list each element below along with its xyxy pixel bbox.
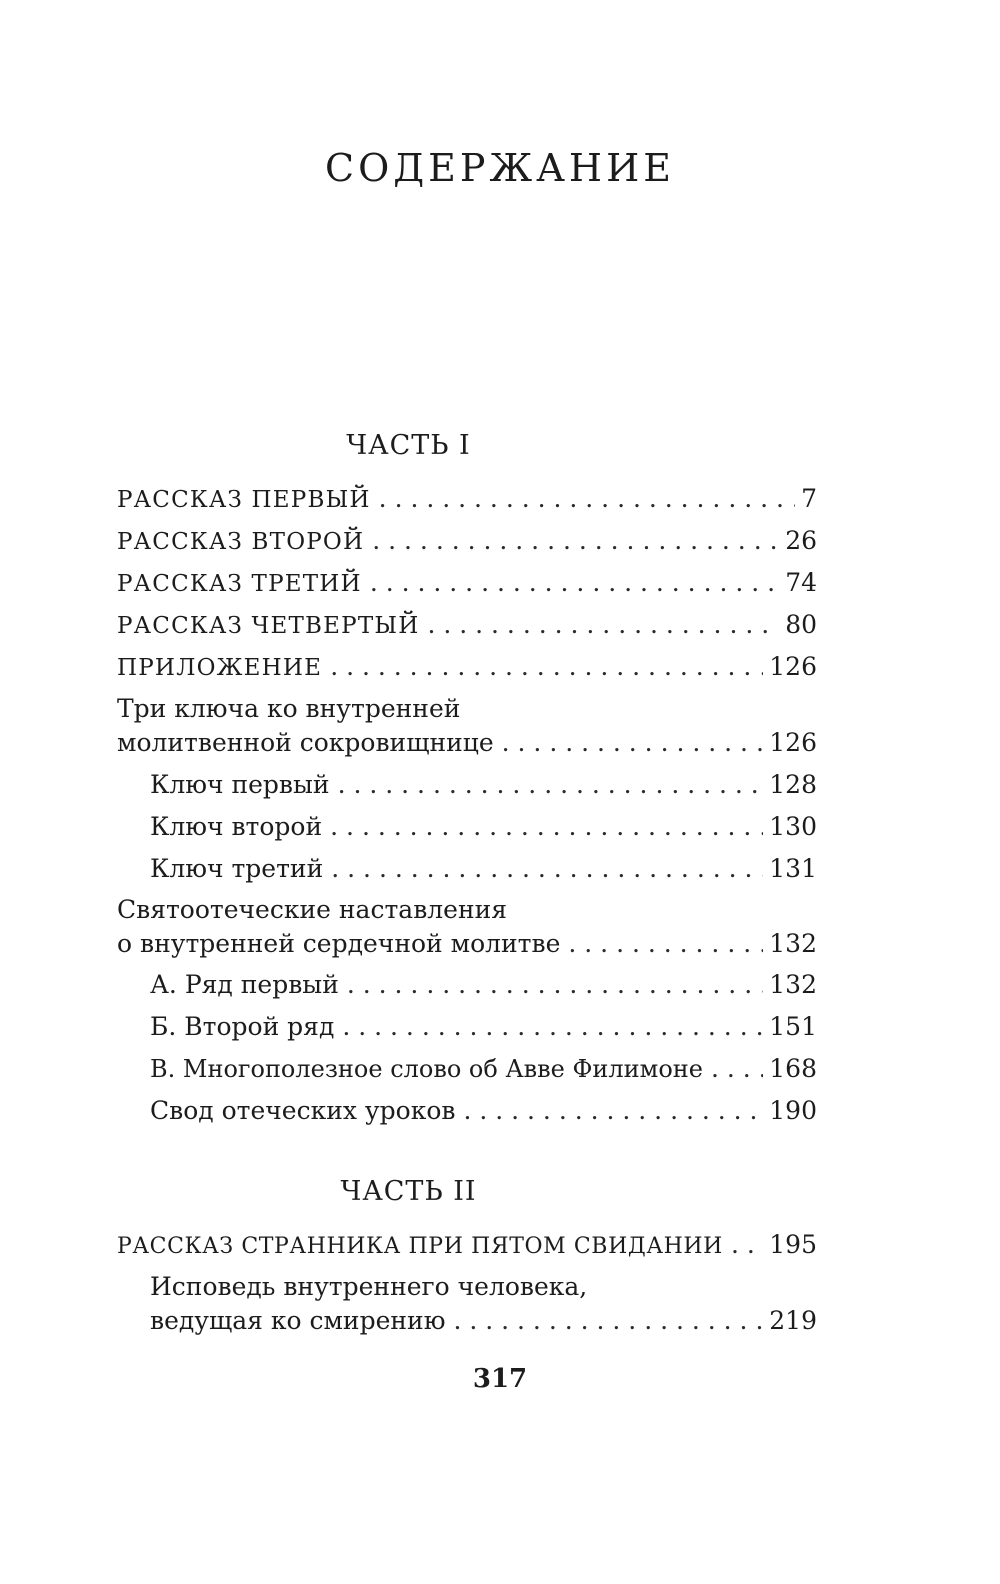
dot-leader <box>347 968 763 1002</box>
toc-entry[interactable] <box>150 1270 817 1338</box>
toc-entry-page: 74 <box>785 568 817 597</box>
toc-entry[interactable] <box>150 1010 817 1044</box>
dot-leader <box>379 482 795 516</box>
toc-entry-page: 128 <box>769 770 817 799</box>
toc-entry-title: ПРИЛОЖЕНИЕ <box>117 655 323 681</box>
dot-leader <box>463 1094 763 1128</box>
dot-leader <box>370 566 779 600</box>
toc-entry-title: А. Ряд первый <box>150 970 339 999</box>
toc-entry[interactable] <box>150 768 817 802</box>
dot-leader <box>342 1010 763 1044</box>
dot-leader <box>427 608 779 642</box>
toc-entry-title: В. Многополезное слово об Авве Филимоне <box>150 1055 703 1083</box>
toc-entry-page: 126 <box>769 652 817 681</box>
part-heading-2: ЧАСТЬ II <box>340 1176 477 1207</box>
toc-entry-title: Свод отеческих уроков <box>150 1096 456 1125</box>
toc-entry-page: 151 <box>769 1012 817 1041</box>
toc-entry[interactable] <box>117 893 817 961</box>
page-title: СОДЕРЖАНИЕ <box>325 146 675 190</box>
dot-leader <box>568 927 763 961</box>
dot-leader <box>330 650 763 684</box>
toc-entry-page: 132 <box>769 929 817 958</box>
toc-entry-page: 131 <box>769 854 817 883</box>
toc-entry-page: 130 <box>769 812 817 841</box>
dot-leader <box>502 726 764 760</box>
toc-entry[interactable] <box>117 650 817 685</box>
toc-entry-title: РАССКАЗ ПЕРВЫЙ <box>117 487 371 513</box>
toc-entry-page: 190 <box>769 1096 817 1125</box>
toc-entry[interactable] <box>117 566 817 601</box>
toc-entry[interactable] <box>117 608 817 643</box>
toc-entry[interactable] <box>117 524 817 559</box>
toc-entry[interactable] <box>150 968 817 1002</box>
toc-entry-page: 195 <box>769 1230 817 1259</box>
dot-leader <box>453 1304 763 1338</box>
toc-entry-title: Ключ первый <box>150 770 330 799</box>
toc-entry-title: РАССКАЗ СТРАННИКА ПРИ ПЯТОМ СВИДАНИИ <box>117 1234 723 1259</box>
dot-leader <box>331 852 763 886</box>
toc-entry-title: РАССКАЗ ВТОРОЙ <box>117 529 365 555</box>
toc-entry-page: 126 <box>769 728 817 757</box>
page-number: 317 <box>472 1364 528 1394</box>
toc-entry-title: РАССКАЗ ТРЕТИЙ <box>117 571 362 597</box>
toc-entry[interactable] <box>117 1228 817 1264</box>
toc-entry[interactable] <box>150 1052 817 1086</box>
toc-entry-page: 26 <box>785 526 817 555</box>
dot-leader <box>711 1052 763 1086</box>
toc-entry-title: Ключ второй <box>150 812 323 841</box>
toc-entry-page: 7 <box>801 484 817 513</box>
toc-entry-title-line2: ведущая ко смирению <box>150 1306 446 1335</box>
dot-leader <box>372 524 779 558</box>
toc-entry-page: 219 <box>769 1306 817 1335</box>
toc-entry-title: РАССКАЗ ЧЕТВЕРТЫЙ <box>117 613 420 639</box>
toc-entry-page: 168 <box>769 1054 817 1083</box>
toc-entry-title-line1: Исповедь внутреннего человека, <box>150 1272 588 1301</box>
toc-entry[interactable] <box>150 852 817 886</box>
toc-entry[interactable] <box>117 482 817 517</box>
toc-entry-title-line1: Три ключа ко внутренней <box>117 694 461 723</box>
toc-entry[interactable] <box>150 1094 817 1128</box>
toc-entry-title-line2: о внутренней сердечной молитве <box>117 929 561 958</box>
toc-entry[interactable] <box>117 692 817 760</box>
toc-entry-title: Ключ третий <box>150 854 324 883</box>
toc-entry[interactable] <box>150 810 817 844</box>
toc-entry-title-line1: Святоотеческие наставления <box>117 895 508 924</box>
dot-leader <box>330 810 763 844</box>
part-heading-1: ЧАСТЬ I <box>346 430 471 461</box>
toc-entry-page: 132 <box>769 970 817 999</box>
toc-entry-title: Б. Второй ряд <box>150 1012 335 1041</box>
toc-entry-page: 80 <box>785 610 817 639</box>
toc-entry-title-line2: молитвенной сокровищнице <box>117 728 494 757</box>
dot-leader <box>731 1228 763 1262</box>
dot-leader <box>338 768 764 802</box>
